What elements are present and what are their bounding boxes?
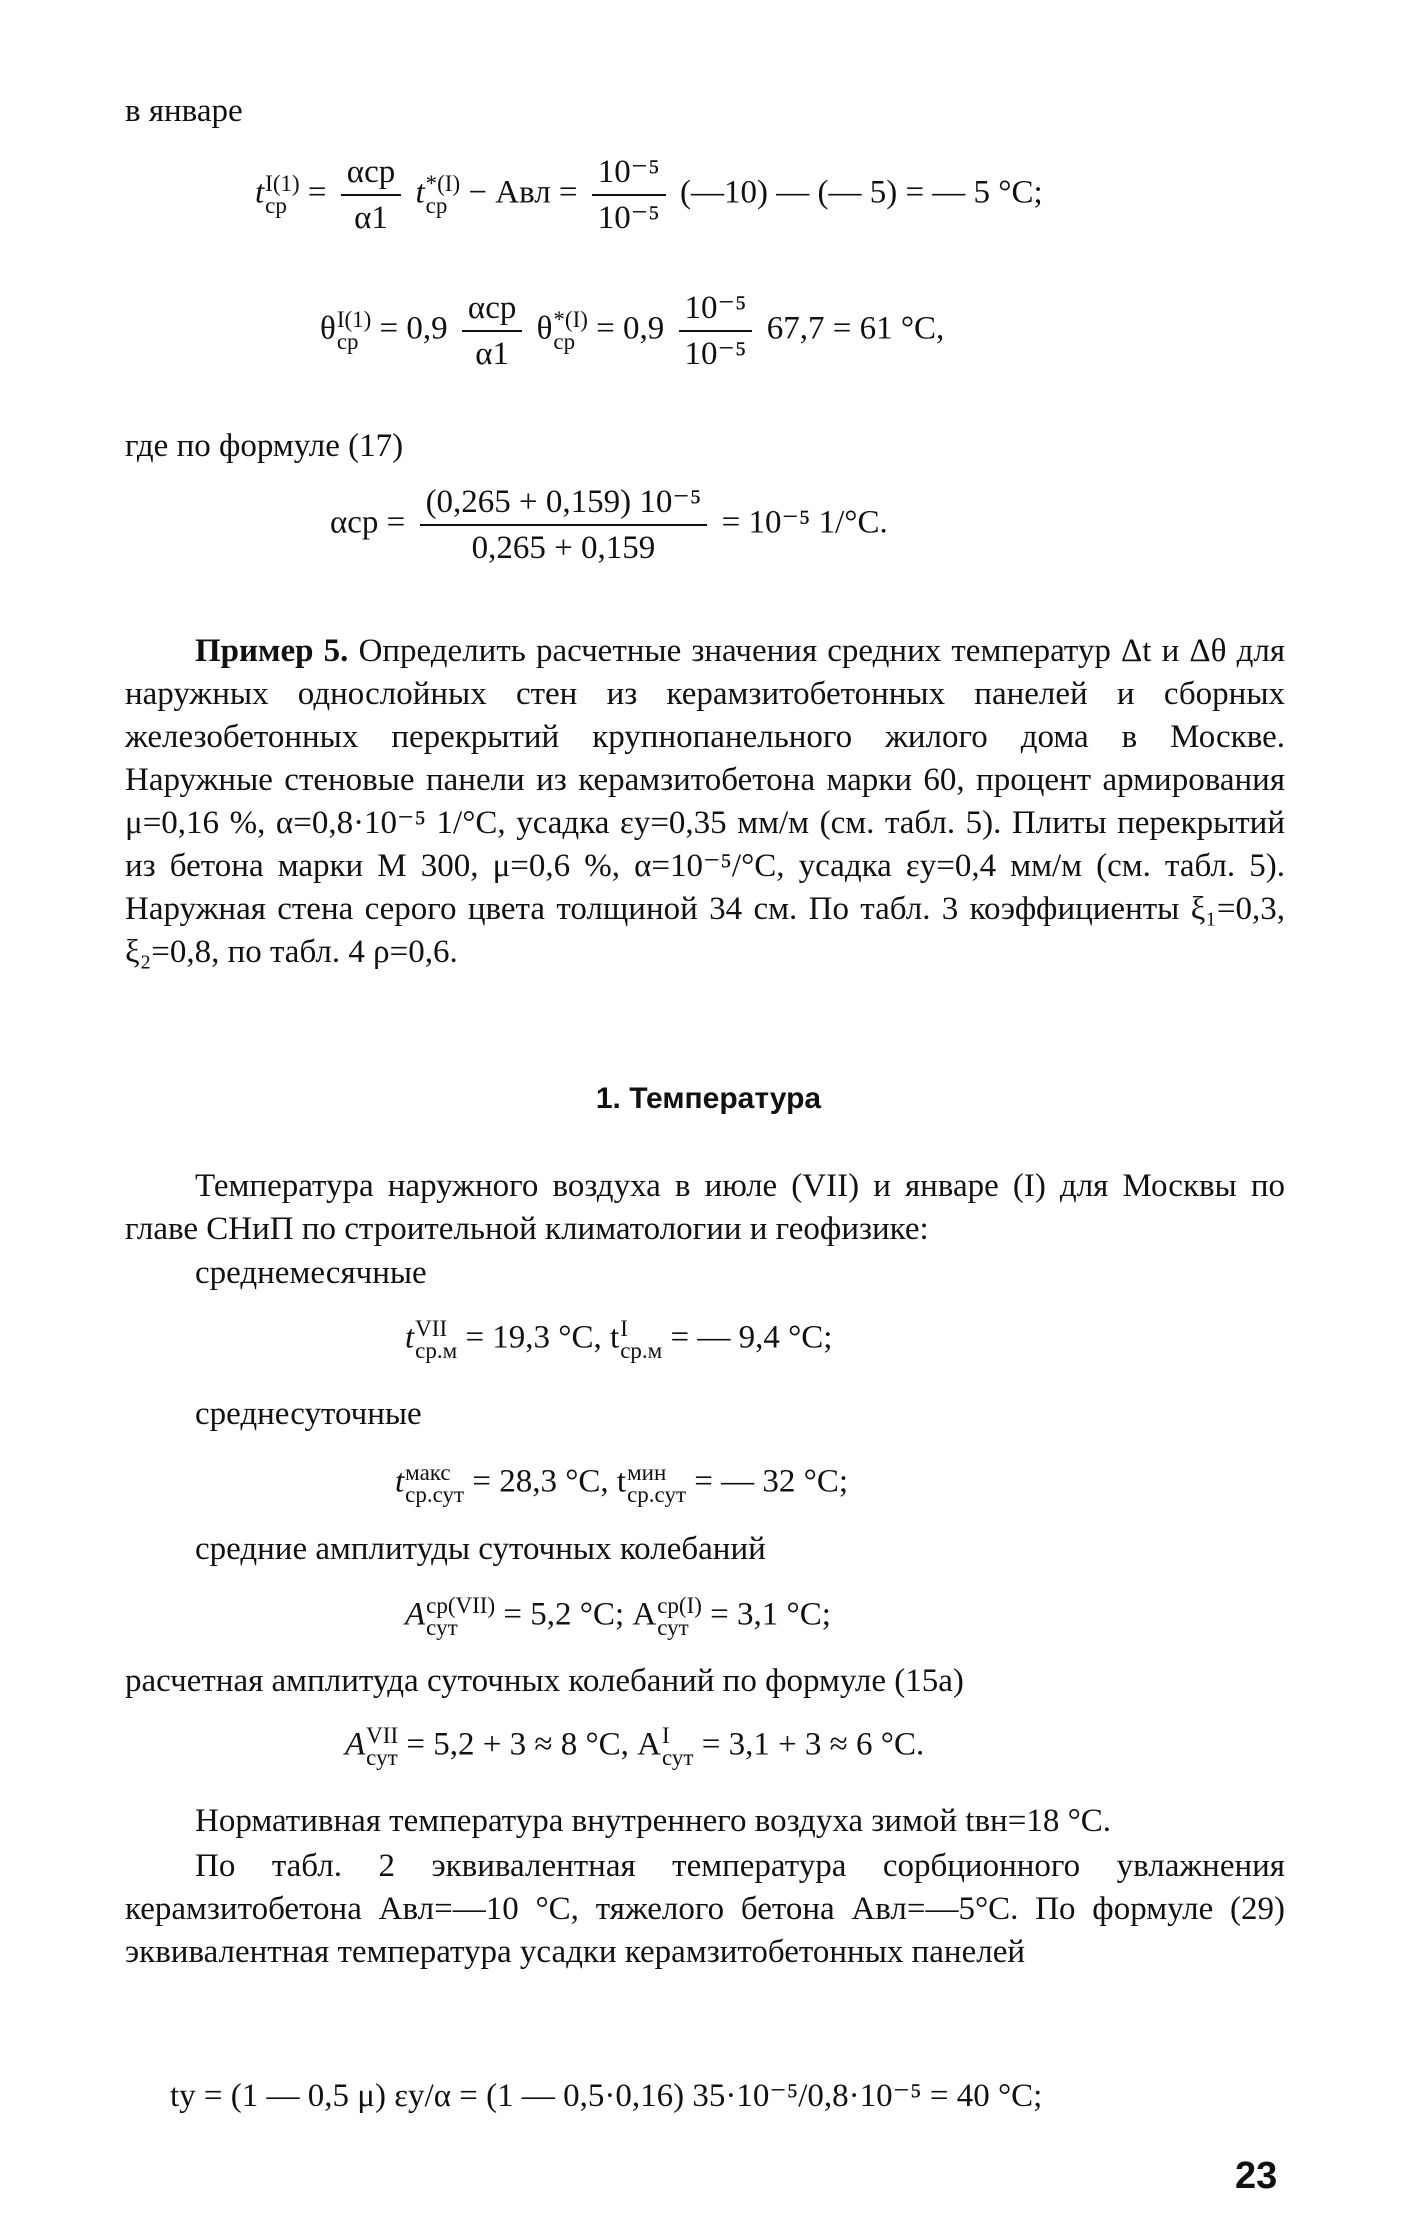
temperature-paragraph: Температура наружного воздуха в июле (VII) и январе (I) для Москвы по главе СНиП по строительной климатологии и геофизике: (125, 1168, 1285, 1247)
formula-monthly: t VII ср.м = 19,3 °С, t I ср.м = — 9,4 °С; (405, 1316, 833, 1363)
formula-amplitudes: A ср(VII) сут = 5,2 °С; A ср(I) сут = 3,1 °С; (405, 1593, 831, 1640)
section-heading: 1. Температура (595, 1082, 822, 1115)
norm-paragraph: Нормативная температура внутреннего воздуха зимой tвн=18 °С. (195, 1803, 1112, 1839)
fraction-powers-2: $\frac{\text{10⁻⁵}}{\text{10⁻⁵}}$ (679, 288, 753, 374)
intro-label: в январе (125, 93, 243, 129)
label-daily: среднесуточные (195, 1396, 422, 1432)
where-label: где по формуле (17) (125, 428, 404, 464)
example-paragraph: Пример 5. Определить расчетные значения средних температур Δt и Δθ для наружных однослойных стен из керамзитобетонных панелей и сборных железобетонных перекрытий крупнопанельного жилого дома в Москве. Наружные стеновые панели из керамзитобетона марки 60, процент армирования μ=0,16 %, α=0,8·10⁻⁵ 1/°С, усадка εу=0,35 мм/м (см. табл. 5). Плиты перекрытий из бетона марки М 300, μ=0,6 %, α=10⁻⁵/°С, усадка εу=0,4 мм/м (см. табл. 5). Наружная стена серого цвета толщиной 34 см. По табл. 3 коэффициенты ξ₁=0,3, ξ₂=0,8, по табл. 4 ρ=0,6. (125, 633, 1286, 970)
fraction-powers: $\frac{\text{10⁻⁵}}{\text{10⁻⁵}}$ (592, 152, 666, 238)
formula-daily: t макс ср.сут = 28,3 °С, t мин ср.сут = — 32 °С; (395, 1460, 849, 1507)
fraction-alpha-2: $\frac{\text{αср}}{\alpha 1}$ (462, 288, 522, 374)
table2-paragraph: По табл. 2 эквивалентная температура сорбционного увлажнения керамзитобетона Авл=—10 °С, тяжелого бетона Авл=—5°С. По формуле (29) эквивалентная температура усадки керамзитобетонных панелей (125, 1848, 1285, 1970)
formula-alpha-cp: αср = $\frac{\text{(0,265 + 0,159) 10⁻⁵}}{0,265 + 0,159}$ = 10⁻⁵ 1/°С. (330, 484, 888, 566)
formula-shrinkage: tу = (1 — 0,5 μ) εу/α = (1 — 0,5·0,16) 35·10⁻⁵/0,8·10⁻⁵ = 40 °С; (170, 2078, 1043, 2114)
formula-t-cp-january: t I(1) ср = $\frac{\text{αср}}{\alpha 1}$ t *(I) ср − Авл = $\frac{\text{10⁻⁵}}{\text{10⁻⁵}}$ (—10) — (— 5) = — 5 °С; (255, 154, 1043, 236)
label-amplitudes: средние амплитуды суточных колебаний (195, 1531, 766, 1567)
page-number: 23 (1235, 2155, 1278, 2197)
fraction-alpha-cp: $\frac{\text{(0,265 + 0,159) 10⁻⁵}}{0,265 + 0,159}$ (420, 482, 708, 568)
label-calc-amplitude: расчетная амплитуда суточных колебаний по формуле (15а) (125, 1663, 964, 1699)
label-monthly: среднемесячные (195, 1255, 427, 1291)
fraction-alpha: $\frac{\text{αср}}{\alpha 1}$ (341, 152, 401, 238)
formula-theta-cp-january: θ I(1) ср = 0,9 $\frac{\text{αср}}{\alpha 1}$ θ *(I) ср = 0,9 $\frac{\text{10⁻⁵}}{\text{10⁻⁵}}$ 67,7 = 61 °С, (320, 290, 945, 372)
formula-calc-amplitude: A VII сут = 5,2 + 3 ≈ 8 °С, A I сут = 3,1 + 3 ≈ 6 °С. (345, 1723, 925, 1770)
